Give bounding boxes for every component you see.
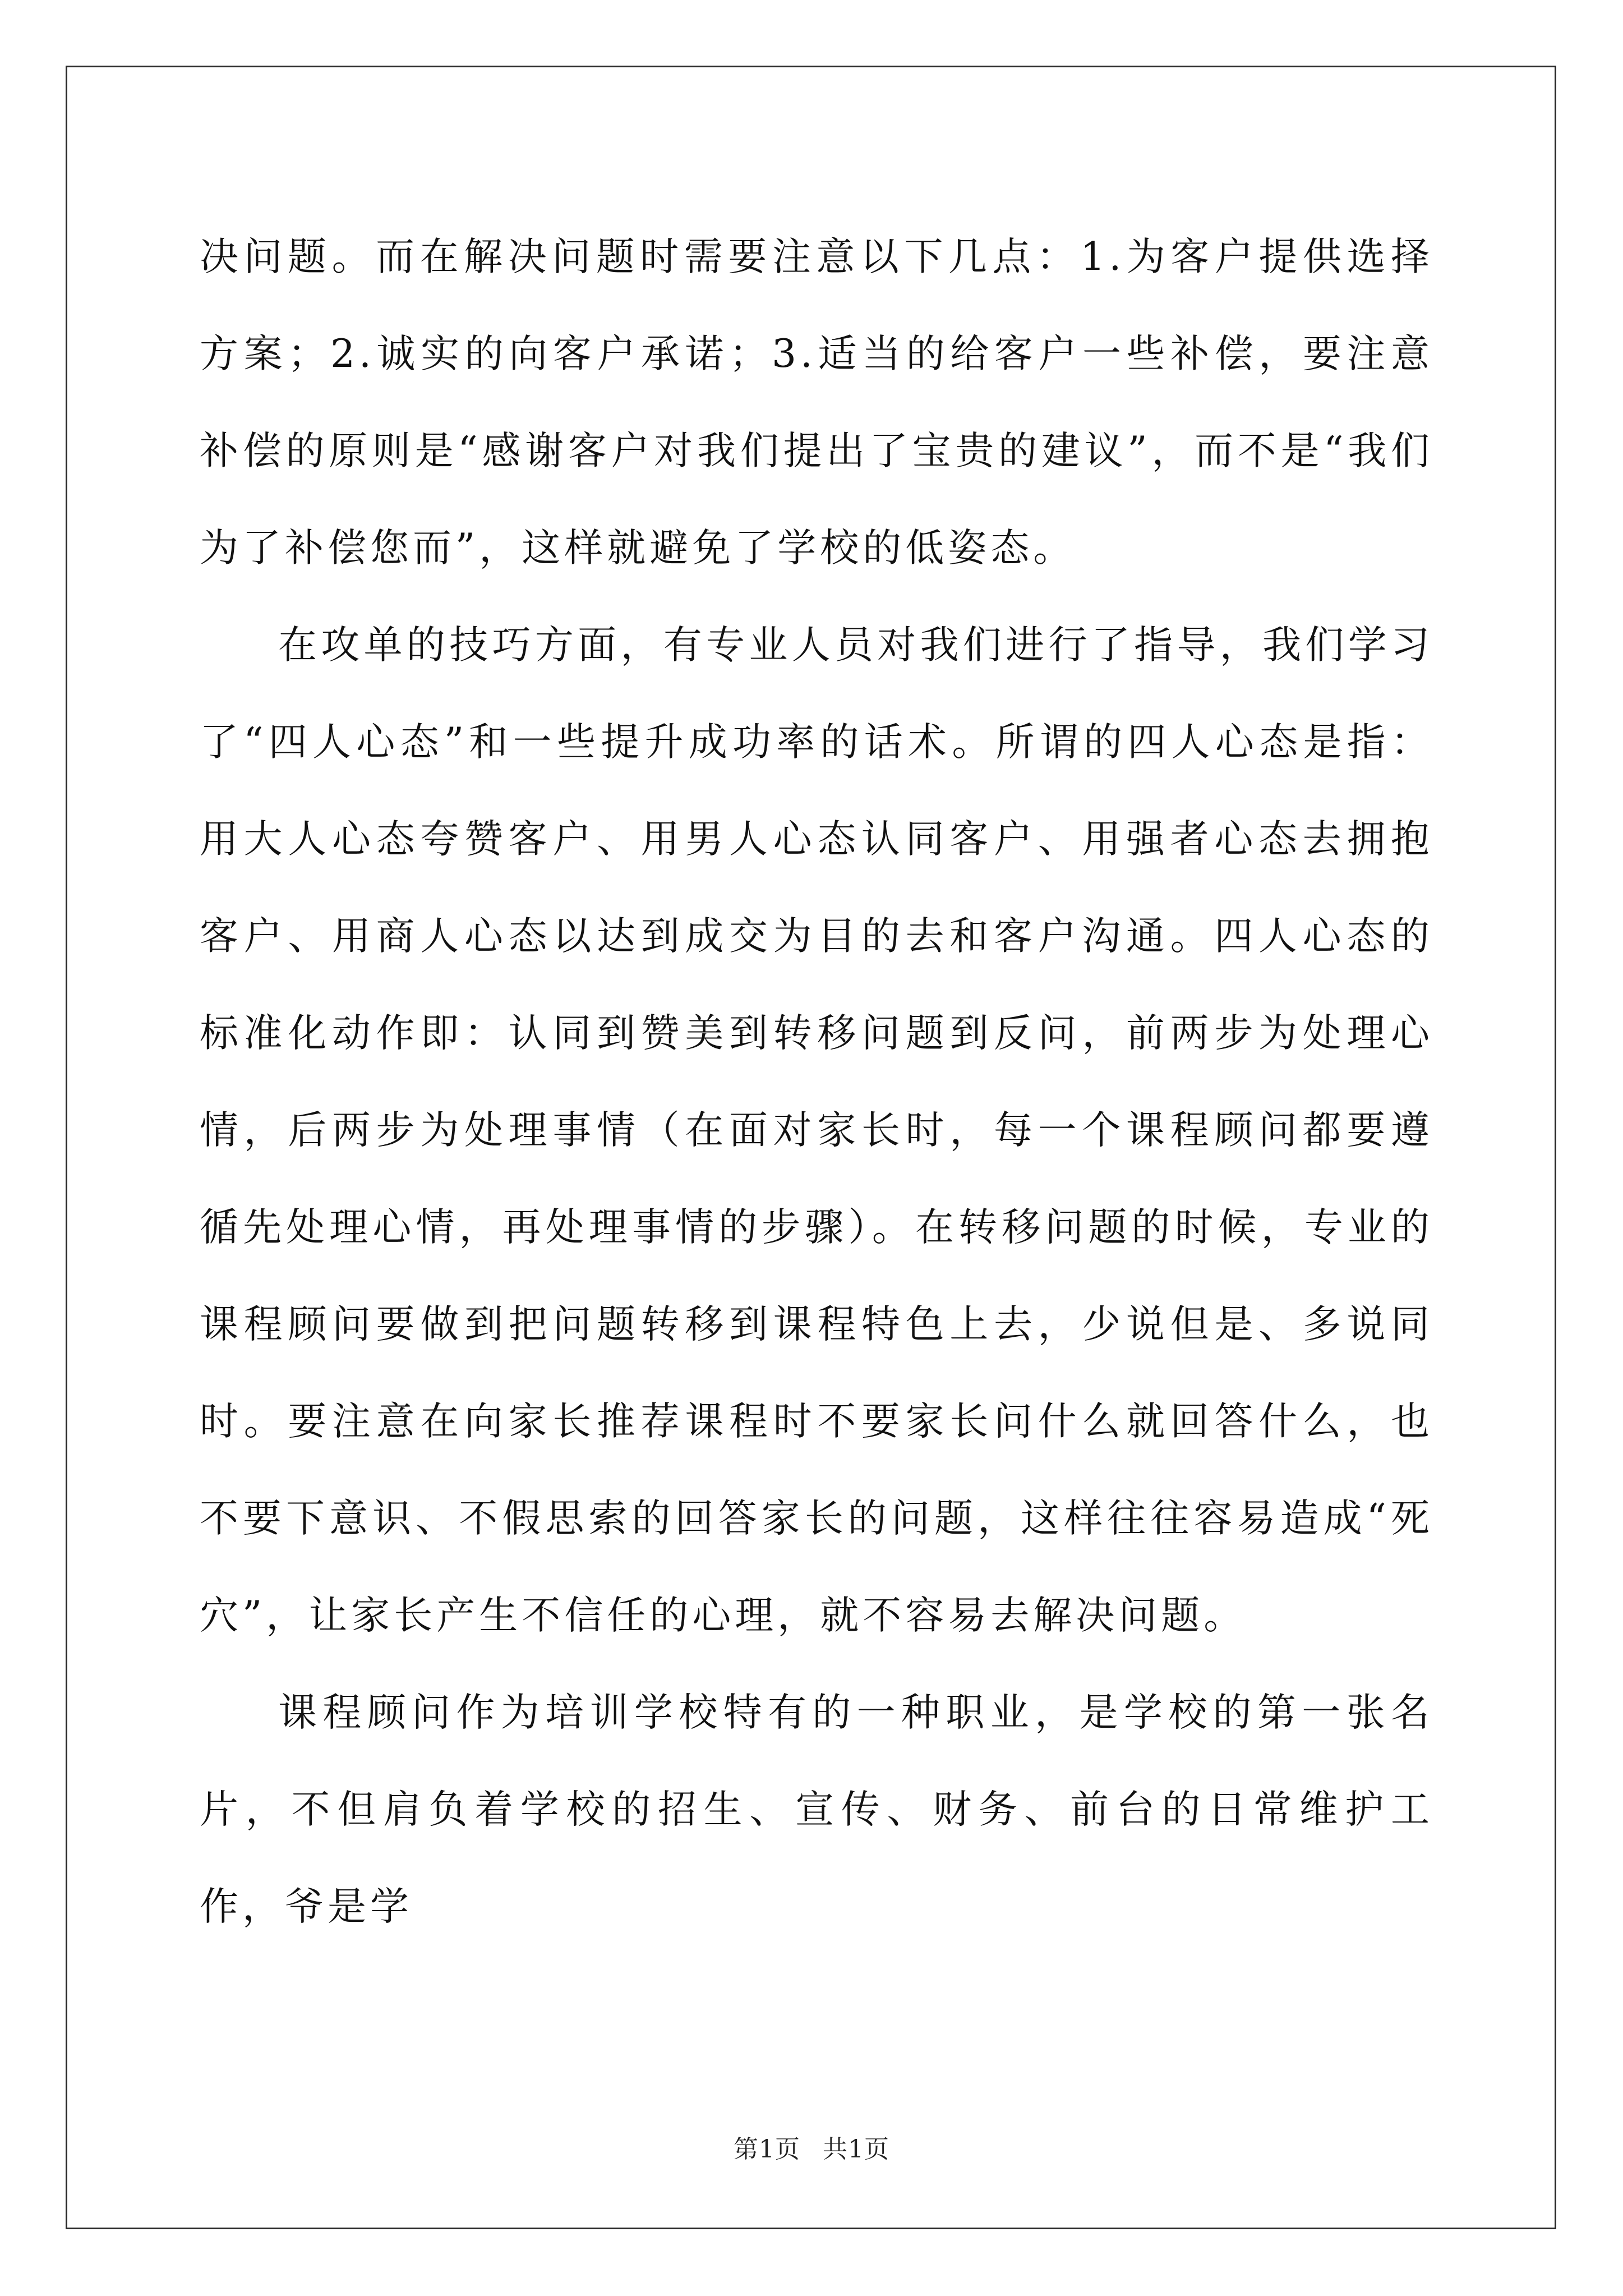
paragraph-3: 课程顾问作为培训学校特有的一种职业，是学校的第一张名片，不但肩负着学校的招生、宣传、财务、前台的日常维护工作，爷是学 [200, 1690, 1433, 1929]
page-total: 共1页 [823, 2135, 889, 2164]
document-body [200, 209, 1433, 1955]
page-number: 第1页 [734, 2135, 800, 2164]
page-footer [0, 2129, 1623, 2165]
paragraph-1: 决问题。而在解决问题时需要注意以下几点：1.为客户提供选择方案；2.诚实的向客户承诺；3.适当的给客户一些补偿，要注意补偿的原则是“感谢客户对我们提出了宝贵的建议”，而不是“我们为了补偿您而”，这样就避免了学校的低姿态。 [200, 234, 1433, 570]
paragraph-2: 在攻单的技巧方面，有专业人员对我们进行了指导，我们学习了“四人心态”和一些提升成功率的话术。所谓的四人心态是指：用大人心态夸赞客户、用男人心态认同客户、用强者心态去拥抱客户、用商人心态以达到成交为目的去和客户沟通。四人心态的标准化动作即：认同到赞美到转移问题到反问，前两步为处理心情，后两步为处理事情（在面对家长时，每一个课程顾问都要遵循先处理心情，再处理事情的步骤）。在转移问题的时候，专业的课程顾问要做到把问题转移到课程特色上去，少说但是、多说同时。要注意在向家长推荐课程时不要家长问什么就回答什么，也不要下意识、不假思索的回答家长的问题，这样往往容易造成“死穴”，让家长产生不信任的心理，就不容易去解决问题。 [200, 623, 1433, 1638]
